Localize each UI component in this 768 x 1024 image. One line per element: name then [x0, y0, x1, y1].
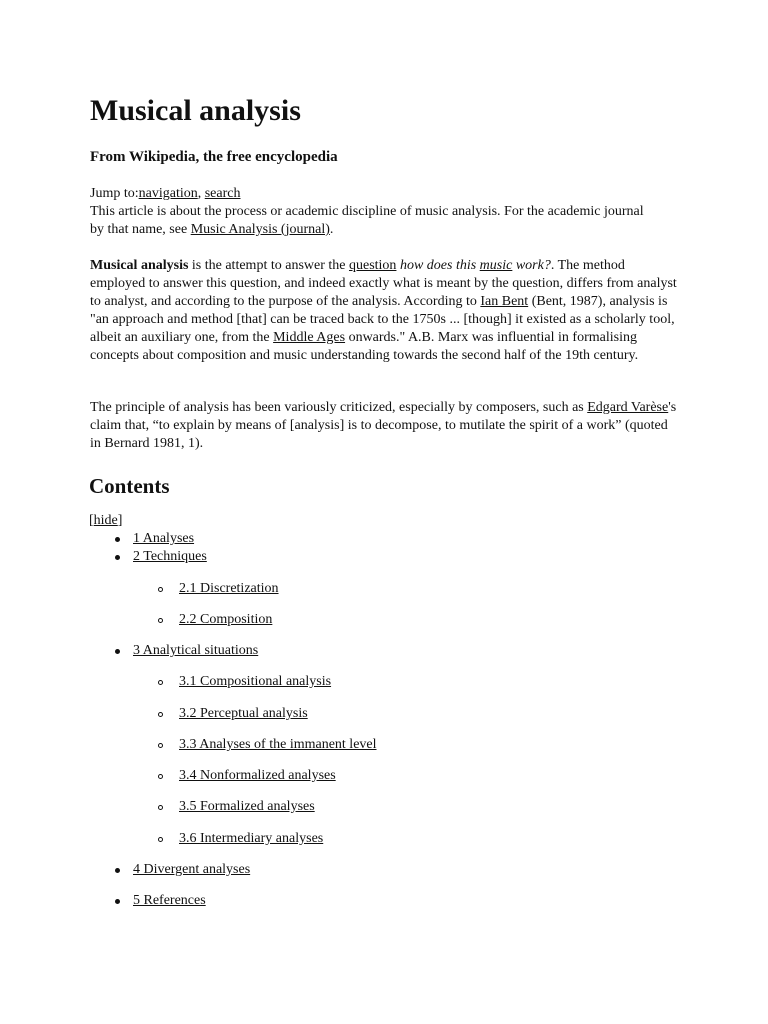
- hide-open-bracket: [: [89, 513, 94, 528]
- toc-link[interactable]: 2.2 Composition: [179, 612, 273, 627]
- toc-link[interactable]: 3.4 Nonformalized analyses: [179, 768, 336, 783]
- bullet-circle-icon: [158, 680, 163, 685]
- toc-link[interactable]: 4 Divergent analyses: [133, 862, 251, 877]
- toc-item-analyses: [112, 530, 194, 548]
- toc-item-discretization: [157, 580, 279, 598]
- music-link[interactable]: [480, 258, 513, 273]
- toc-item-immanent-level: [157, 736, 377, 754]
- jump-links: [90, 185, 690, 203]
- music-link-italic: music: [479, 258, 513, 273]
- toc-link[interactable]: 3.2 Perceptual analysis: [179, 706, 308, 721]
- hatnote-journal-link[interactable]: Music Analysis (journal): [190, 222, 330, 237]
- bullet-circle-icon: [158, 774, 163, 779]
- bullet-disc-icon: [115, 868, 120, 873]
- question-link[interactable]: question: [348, 258, 397, 273]
- toc-item-formalized-analyses: [157, 798, 315, 816]
- bullet-disc-icon: [115, 555, 120, 560]
- bullet-disc-icon: [115, 649, 120, 654]
- hatnote-text: This article is about the process or academic discipline of music analysis. For the academic journal by that name, see: [90, 204, 644, 237]
- bullet-circle-icon: [158, 712, 163, 717]
- hide-close-bracket: ]: [117, 513, 123, 528]
- toc-link[interactable]: 3.1 Compositional analysis: [179, 674, 332, 689]
- intro-text-5: onwards." A.B. Marx was influential in formalising concepts about composition and music understanding towards the second half of the 19th century.: [90, 330, 639, 363]
- bullet-disc-icon: [115, 537, 120, 542]
- toc-link[interactable]: 5 References: [133, 893, 206, 908]
- toc-link[interactable]: 3.5 Formalized analyses: [179, 799, 315, 814]
- bullet-circle-icon: [158, 618, 163, 623]
- intro-text-1: is the attempt to answer the: [188, 258, 349, 273]
- toc-item-techniques: [112, 548, 207, 566]
- criticism-text-2: 's claim that, “to explain by means of [analysis] is to decompose, to mutilate the spirit of a work” (quoted in Bernard 1981, 1).: [90, 400, 677, 451]
- bullet-circle-icon: [158, 837, 163, 842]
- contents-hide-toggle: [89, 512, 122, 530]
- jump-separator: ,: [197, 186, 205, 201]
- toc-link[interactable]: 3.3 Analyses of the immanent level: [179, 737, 377, 752]
- toc-link[interactable]: 2.1 Discretization: [179, 581, 279, 596]
- criticism-text-1: The principle of analysis has been variously criticized, especially by composers, such as: [90, 400, 588, 415]
- intro-text-3: . The method employed to answer this question, and indeed exactly what is meant by the question, differs from analyst to analyst, and according to the purpose of the analysis. According to: [90, 258, 677, 309]
- toc-item-nonformalized-analyses: [157, 767, 336, 785]
- bullet-circle-icon: [158, 805, 163, 810]
- jump-navigation-link[interactable]: navigation: [138, 186, 198, 201]
- page-title: Musical analysis: [90, 94, 301, 127]
- contents-heading: Contents: [89, 474, 170, 498]
- hatnote-end: .: [329, 222, 334, 237]
- toc-item-analytical-situations: [112, 642, 258, 660]
- toc-item-compositional-analysis: [157, 673, 331, 691]
- toc-link[interactable]: 1 Analyses: [133, 531, 195, 546]
- middle-ages-link[interactable]: Middle Ages: [273, 330, 346, 345]
- page-subtitle: From Wikipedia, the free encyclopedia: [90, 149, 338, 165]
- jump-search-link[interactable]: search: [204, 186, 241, 201]
- toc-link[interactable]: 2 Techniques: [133, 549, 207, 564]
- bullet-circle-icon: [158, 587, 163, 592]
- bullet-circle-icon: [158, 743, 163, 748]
- bullet-disc-icon: [115, 899, 120, 904]
- intro-italic-1: how does this: [399, 258, 480, 273]
- ian-bent-link[interactable]: Ian Bent: [480, 294, 529, 309]
- toc-item-composition: [157, 611, 272, 629]
- toc-link[interactable]: 3.6 Intermediary analyses: [179, 831, 324, 846]
- intro-text-4: (Bent, 1987), analysis is "an approach and method [that] can be traced back to the 1750s ... [though] it existed as a scholarly tool, albeit an auxiliary one, from the: [90, 294, 675, 345]
- hide-contents-link[interactable]: hide: [93, 513, 118, 528]
- toc-item-perceptual-analysis: [157, 705, 308, 723]
- toc-item-divergent-analyses: [112, 861, 250, 879]
- toc-item-intermediary-analyses: [157, 830, 323, 848]
- jump-prefix: Jump to:: [90, 186, 139, 201]
- edgard-varese-link[interactable]: Edgard Varèse: [587, 400, 669, 415]
- intro-paragraph: [90, 257, 680, 365]
- intro-italic-2: work?: [512, 258, 551, 273]
- toc-link[interactable]: 3 Analytical situations: [133, 643, 259, 658]
- toc-item-references: [112, 892, 206, 910]
- hatnote: [90, 203, 650, 239]
- criticism-paragraph: [90, 399, 680, 453]
- intro-bold-term: Musical analysis: [90, 258, 189, 273]
